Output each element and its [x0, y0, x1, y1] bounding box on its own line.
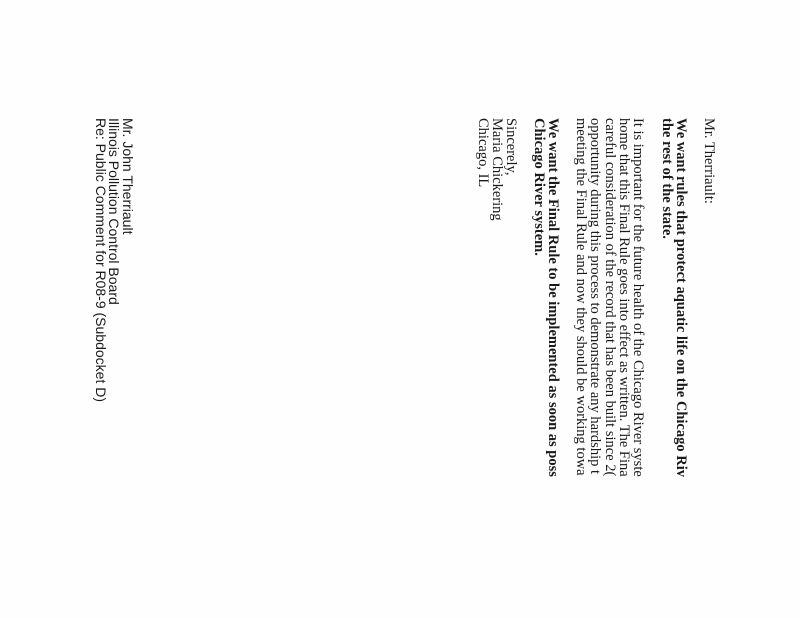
text-line: We want rules that protect aquatic life on the Chicago Riv: [673, 118, 689, 477]
address-block: [94, 118, 135, 402]
recipient-organization: Illinois Pollution Control Board: [106, 118, 123, 305]
text-line: We want the Final Rule to be implemented as soon as poss: [545, 118, 561, 477]
signature-block: [475, 118, 518, 221]
lead-paragraph: [660, 118, 688, 477]
subject-line: Re: Public Comment for R08-9 (Subdocket D): [93, 118, 109, 402]
salutation: Mr. Therriault:: [701, 118, 717, 204]
text-line: careful consideration of the record that has been built since 2(: [601, 118, 618, 477]
text-line: It is important for the future health of the Chicago River syste: [630, 118, 646, 477]
sign-off: Sincerely,: [503, 118, 519, 176]
closing-paragraph: [532, 118, 560, 477]
text-line: Chicago River system.: [530, 118, 547, 256]
text-line: the rest of the state.: [658, 118, 675, 239]
text-line: home that this Final Rule goes into effect as written. The Fina: [615, 118, 632, 477]
text-line: meeting the Final Rule and now they should be working towa: [573, 118, 590, 476]
text-line: opportunity during this process to demonstrate any hardship t: [587, 118, 604, 475]
signer-location: Chicago, IL: [474, 118, 491, 188]
recipient-name: Mr. John Therriault: [120, 118, 136, 235]
signer-name: Maria Chickering: [488, 118, 505, 221]
body-paragraph: [574, 118, 645, 477]
